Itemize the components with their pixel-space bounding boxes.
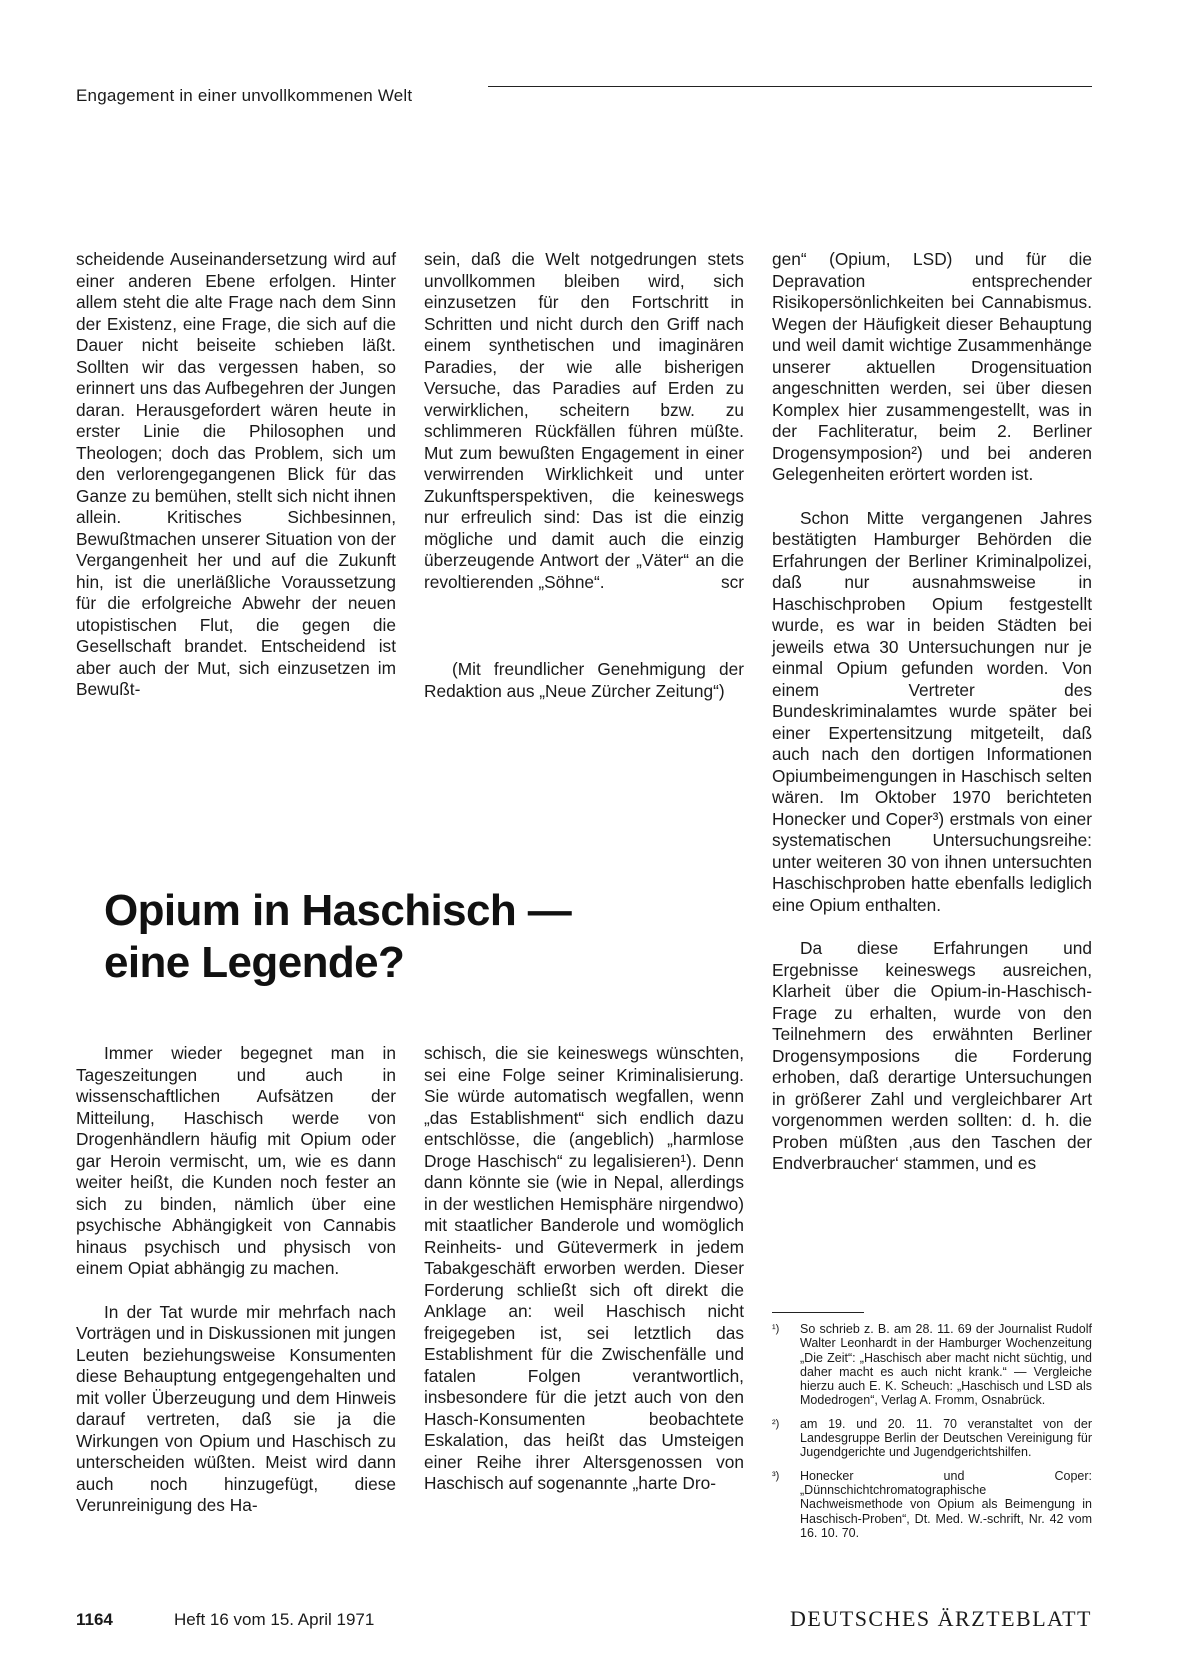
article-column-1 — [76, 1043, 396, 1517]
article-paragraph: Immer wieder begegnet man in Tageszeitungen und auch in wissenschaftlichen Aufsätzen der Mitteilung, Haschisch werde von Drogenhändlern häufig mit Opium oder gar Heroin vermischt, um, wie es dann weiter heißt, die Kunden noch fester an sich zu binden, nämlich über eine psychische Abhängigkeit von Cannabis hinaus psychisch und physisch von einem Opiat abhängig zu machen. — [76, 1043, 396, 1278]
article-title — [104, 885, 724, 989]
article-paragraph: Schon Mitte vergangenen Jahres bestätigten Hamburger Behörden die Erfahrungen der Berliner Kriminalpolizei, daß nur ausnahmsweise in Haschischproben Opium festgestellt wurde, es war in beiden Städten bei jeweils etwa 30 Untersuchungen nur je einmal Opium gefunden worden. Von einem Vertreter des Bundeskriminalamtes wurde später bei einer Expertensitzung mitgeteilt, daß auch nach den dortigen Informationen Opiumbeimengungen in Haschisch selten wären. Im Oktober 1970 berichteten Honecker und Coper³) erstmals von einer systematischen Untersuchungsreihe: unter weiteren 30 von ihnen untersuchten Haschischproben hatte ebenfalls lediglich eine Opium enthalten. — [772, 507, 1092, 915]
top-article-col2-body: sein, daß die Welt notgedrungen stets unvollkommen bleiben wird, sich einzusetzen für den Fortschritt in Schritten und nicht durch den Griff nach einem synthetischen und imaginären Paradies, der wie alle bisherigen Versuche, das Paradies auf Erden zu verwirklichen, scheitern bzw. zu schlimmeren Rückfällen führen müßte. Mut zum bewußten Engagement in einer verwirrenden Wirklichkeit und unter Zukunftsperspektiven, die keineswegs nur erfreulich sind: Das ist die einzig mögliche und damit auch die einzig überzeugende Antwort der „Väter“ an die revoltierenden „Söhne“. — [424, 249, 744, 592]
header-rule — [488, 86, 1092, 87]
journal-name: DEUTSCHES ÄRZTEBLATT — [790, 1606, 1092, 1631]
footnote — [772, 1417, 1092, 1460]
article-paragraph: In der Tat wurde mir mehrfach nach Vorträgen und in Diskussionen mit jungen Leuten beziehungsweise Konsumenten diese Behauptung entgegengehalten und mit voller Überzeugung und dem Hinweis darauf vertreten, daß sie ja die Wirkungen von Opium und Haschisch zu unterscheiden wüßten. Meist wird dann auch noch hinzugefügt, diese Verunreinigung des Ha- — [76, 1301, 396, 1515]
article-column-2 — [424, 1043, 744, 1495]
author-signature: scr — [720, 571, 744, 592]
article-paragraph: gen“ (Opium, LSD) und für die Depravation entsprechender Risikopersönlichkeiten bei Cannabismus. Wegen der Häufigkeit dieser Behauptung und weil damit wichtige Zusammenhänge unserer aktuellen Drogensituation angeschnitten werden, sei über diesen Komplex hier zusammengestellt, was in der Fachliteratur, beim 2. Berliner Drogensymposion²) und bei anderen Gelegenheiten erörtert worden ist. — [772, 249, 1092, 484]
footnote-text: Honecker und Coper: „Dünnschichtchromatographische Nachweismethode von Opium als Beimengung in Haschisch-Proben“, Dt. Med. W.-schrift, Nr. 42 vom 16. 10. 70. — [800, 1468, 1092, 1540]
top-article-col1-text: scheidende Auseinandersetzung wird auf einer anderen Ebene erfolgen. Hinter allem steht die alte Frage nach dem Sinn der Existenz, eine Frage, die sich auf die Dauer nicht beiseite schieben läßt. Sollten wir das vergessen haben, so erinnert uns das Aufbegehren der Jungen daran. Herausgefordert wären heute in erster Linie die Philosophen und Theologen; doch das Problem, sich um den verlorengegangenen Blick für das Ganze zu bemühen, stellt sich nicht ihnen allein. Kritisches Sichbesinnen, Bewußtmachen unserer Situation von der Vergangenheit her und auf die Zukunft hin, ist die unerläßliche Voraussetzung für die erfolgreiche Abwehr der neuen utopistischen Flut, die gegen die Gesellschaft brandet. Entscheidend ist aber auch der Mut, sich einzusetzen im Bewußt- — [76, 249, 396, 699]
top-article-column-1 — [76, 249, 396, 701]
footnote-text: am 19. und 20. 11. 70 veranstaltet von der Landesgruppe Berlin der Deutschen Vereinigung für Jugendgerichte und Jugendgerichtshilfen. — [800, 1416, 1092, 1460]
footnote — [772, 1469, 1092, 1540]
article-title-line-2: eine Legende? — [104, 938, 405, 987]
reprint-credit: (Mit freundlicher Genehmigung der Redaktion aus „Neue Zürcher Zeitung“) — [424, 659, 744, 701]
footnote — [772, 1322, 1092, 1408]
footnote-text: So schrieb z. B. am 28. 11. 69 der Journalist Rudolf Walter Leonhardt in der Hamburger Wochenzeitung „Die Zeit“: „Haschisch aber macht nicht süchtig, und daher macht es auch nicht krank.“ — Vergleiche hierzu auch E. K. Scheuch: „Haschisch und LSD als Modedrogen“, Verlag A. Fromm, Osnabrück. — [800, 1322, 1092, 1408]
article-paragraph: schisch, die sie keineswegs wünschten, sei eine Folge seiner Kriminalisierung. Sie würde automatisch wegfallen, wenn „das Establishment“ sich endlich dazu entschlösse, die (angeblich) „harmlose Droge Haschisch“ zu legalisieren¹). Denn dann könnte sie (wie in Nepal, allerdings in der westlichen Hemisphäre nirgendwo) mit staatlicher Banderole und womöglich Reinheits- und Gütevermerk in jedem Tabakgeschäft erworben werden. Dieser Forderung schließt sich oft direkt die Anklage an: weil Haschisch nicht freigegeben ist, sei letztlich das Establishment für die Zwischenfälle und fatalen Folgen verantwortlich, insbesondere für die jetzt auch von den Hasch-Konsumenten beobachtete Eskalation, das heißt das Umsteigen einer Reihe ihrer Altersgenossen von Haschisch auf sogenannte „harte Dro- — [424, 1043, 744, 1493]
footnote-rule — [772, 1312, 864, 1313]
article-paragraph: Da diese Erfahrungen und Ergebnisse keineswegs ausreichen, Klarheit über die Opium-in-Haschisch-Frage zu erhalten, wurde von den Teilnehmern des erwähnten Berliner Drogensymposions die Forderung erhoben, daß derartige Untersuchungen in größerer Zahl und vergleichbarer Art vorgenommen werden sollten: d. h. die Proben müßten ‚aus den Taschen der Endverbraucher‘ stammen, und es — [772, 938, 1092, 1173]
page-number: 1164 — [76, 1610, 113, 1629]
top-article-column-2 — [424, 249, 744, 702]
article-title-line-1: Opium in Haschisch — — [104, 886, 572, 935]
footnote-mark: ²) — [772, 1417, 780, 1430]
issue-info: Heft 16 vom 15. April 1971 — [174, 1610, 375, 1629]
article-column-3 — [772, 249, 1092, 1175]
footnote-mark: ¹) — [772, 1323, 780, 1335]
running-header: Engagement in einer unvollkommenen Welt — [76, 86, 413, 105]
top-article-col2-text — [424, 249, 744, 593]
footnote-mark: ³) — [772, 1469, 780, 1482]
footnotes — [772, 1322, 1092, 1549]
